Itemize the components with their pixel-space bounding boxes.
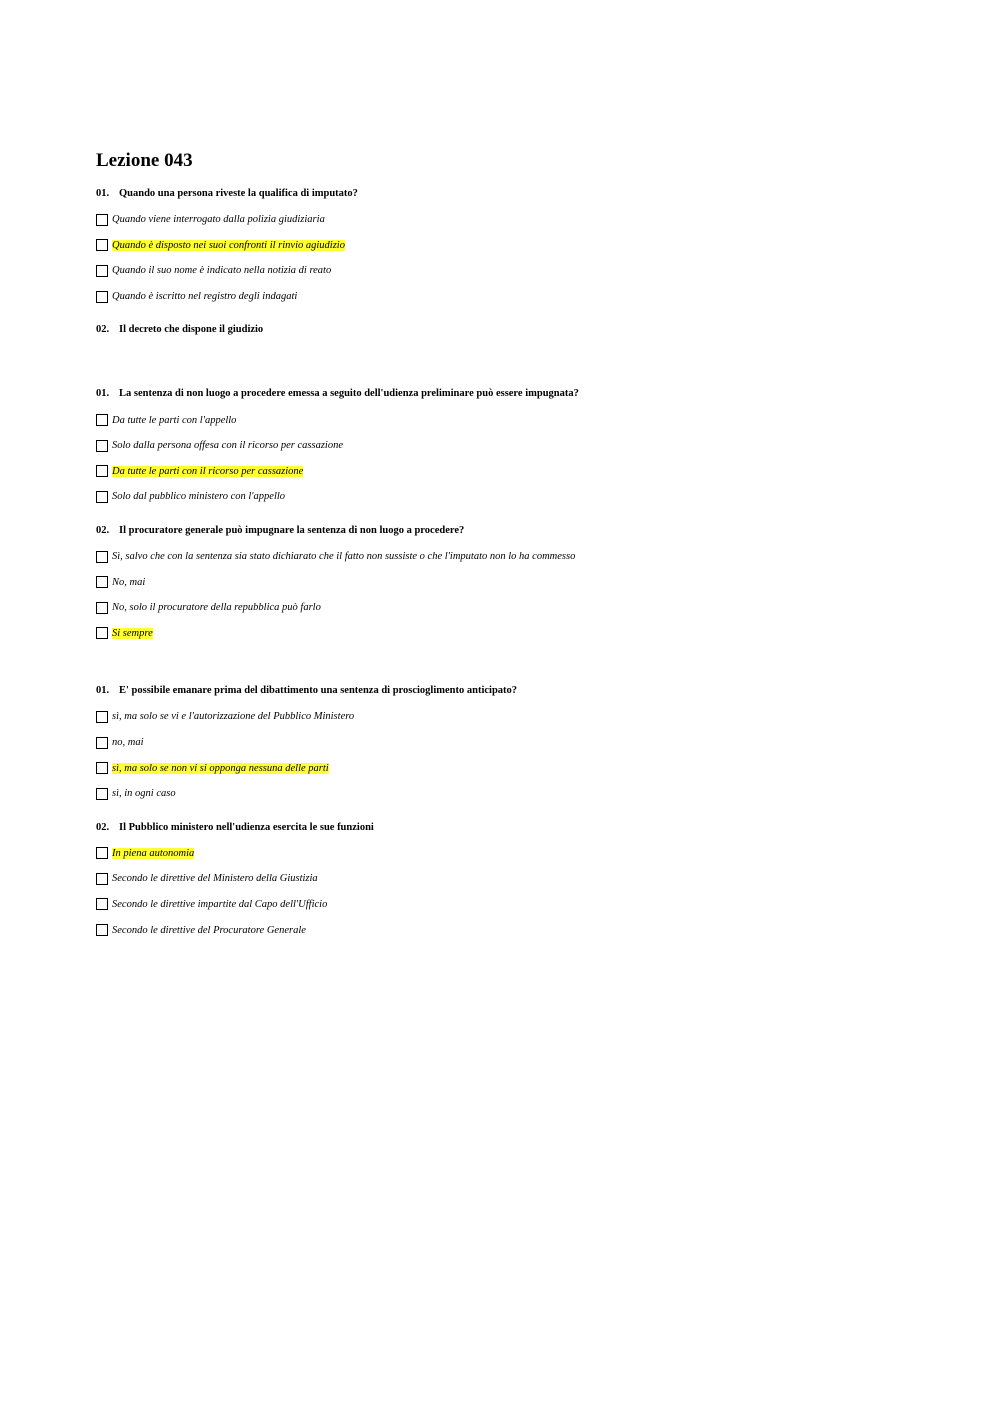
- spacer: [96, 343, 956, 385]
- answer-option[interactable]: [96, 595, 956, 621]
- question-text: [96, 385, 956, 403]
- answer-text-highlighted: Si sempre: [112, 627, 153, 639]
- answer-text-highlighted: In piena autonomia: [112, 847, 195, 859]
- answer-option-correct[interactable]: [96, 755, 956, 781]
- checkbox[interactable]: [96, 414, 108, 426]
- answer-text: sì, ma solo se vi e l'autorizzazione del Pubblico Ministero: [112, 711, 355, 723]
- answer-option-correct[interactable]: [96, 459, 956, 485]
- checkbox[interactable]: [96, 551, 108, 563]
- answer-text: No, mai: [112, 576, 146, 588]
- question-text: [96, 185, 956, 203]
- answer-option[interactable]: [96, 284, 956, 310]
- answer-option[interactable]: [96, 704, 956, 730]
- answer-text: Sì, salvo che con la sentenza sia stato dichiarato che il fatto non sussiste o che l'imputato non lo ha commesso: [112, 551, 576, 563]
- answer-option[interactable]: [96, 730, 956, 756]
- checkbox[interactable]: [96, 491, 108, 503]
- question-number: 01.: [96, 388, 110, 400]
- checkbox[interactable]: [96, 214, 108, 226]
- answer-option[interactable]: [96, 892, 956, 918]
- answer-text: Secondo le direttive del Ministero della Giustizia: [112, 873, 318, 885]
- answer-text-highlighted: Da tutte le parti con il ricorso per cassazione: [112, 465, 304, 477]
- question-label: Il decreto che dispone il giudizio: [119, 324, 264, 336]
- answer-option[interactable]: [96, 544, 956, 570]
- answer-text: Solo dal pubblico ministero con l'appello: [112, 491, 286, 503]
- spacer: [96, 646, 956, 682]
- answer-option-correct[interactable]: [96, 233, 956, 259]
- question-text: [96, 682, 956, 700]
- checkbox[interactable]: [96, 440, 108, 452]
- checkbox[interactable]: [96, 265, 108, 277]
- spacer: [96, 807, 956, 819]
- question-text: [96, 819, 956, 837]
- checkbox[interactable]: [96, 788, 108, 800]
- answer-text: Da tutte le parti con l'appello: [112, 414, 237, 426]
- answer-text: Quando viene interrogato dalla polizia giudiziaria: [112, 214, 325, 226]
- question-label: E' possibile emanare prima del dibattimento una sentenza di proscioglimento anticipato?: [119, 685, 518, 697]
- checkbox[interactable]: [96, 737, 108, 749]
- checkbox[interactable]: [96, 711, 108, 723]
- lesson-title: Lezione 043: [96, 150, 193, 171]
- question-number: 02.: [96, 524, 110, 536]
- checkbox[interactable]: [96, 924, 108, 936]
- answer-text-highlighted: sì, ma solo se non vi si opponga nessuna delle parti: [112, 762, 329, 774]
- checkbox[interactable]: [96, 576, 108, 588]
- question-label: La sentenza di non luogo a procedere emessa a seguito dell'udienza preliminare può essere impugnata?: [119, 388, 579, 400]
- question-number: 01.: [96, 188, 110, 199]
- checkbox[interactable]: [96, 465, 108, 477]
- answer-text-highlighted: Quando è disposto nei suoi confronti il rinvio agiudizio: [112, 239, 345, 251]
- question-number: 01.: [96, 685, 110, 697]
- question-number: 02.: [96, 821, 110, 833]
- answer-text: no, mai: [112, 737, 144, 749]
- question-label: Il Pubblico ministero nell'udienza esercita le sue funzioni: [119, 821, 374, 833]
- question-text: [96, 321, 956, 339]
- answer-option[interactable]: [96, 433, 956, 459]
- answer-option-correct[interactable]: [96, 841, 956, 867]
- question-label: Il procuratore generale può impugnare la sentenza di non luogo a procedere?: [119, 524, 465, 536]
- answer-text: No, solo il procuratore della repubblica può farlo: [112, 602, 321, 614]
- checkbox[interactable]: [96, 873, 108, 885]
- answer-option-correct[interactable]: [96, 621, 956, 647]
- answer-text: Quando è iscritto nel registro degli indagati: [112, 291, 298, 303]
- answer-text: Secondo le direttive del Procuratore Generale: [112, 924, 306, 936]
- checkbox[interactable]: [96, 762, 108, 774]
- checkbox[interactable]: [96, 291, 108, 303]
- question-label: Quando una persona riveste la qualifica di imputato?: [119, 188, 358, 199]
- answer-option[interactable]: [96, 407, 956, 433]
- answer-text: Secondo le direttive impartite dal Capo dell'Ufficio: [112, 898, 328, 910]
- checkbox[interactable]: [96, 602, 108, 614]
- answer-option[interactable]: [96, 258, 956, 284]
- answer-option[interactable]: [96, 781, 956, 807]
- answer-option[interactable]: [96, 484, 956, 510]
- answer-option[interactable]: [96, 569, 956, 595]
- answer-option[interactable]: [96, 866, 956, 892]
- spacer: [96, 309, 956, 321]
- document-page: [96, 148, 956, 943]
- question-number: 02.: [96, 324, 110, 336]
- checkbox[interactable]: [96, 898, 108, 910]
- answer-text: Solo dalla persona offesa con il ricorso per cassazione: [112, 440, 343, 452]
- checkbox[interactable]: [96, 847, 108, 859]
- checkbox[interactable]: [96, 239, 108, 251]
- spacer: [96, 510, 956, 522]
- answer-option[interactable]: [96, 207, 956, 233]
- answer-text: sì, in ogni caso: [112, 788, 176, 800]
- answer-option[interactable]: [96, 917, 956, 943]
- checkbox[interactable]: [96, 627, 108, 639]
- question-text: [96, 522, 956, 540]
- answer-text: Quando il suo nome è indicato nella notizia di reato: [112, 265, 332, 277]
